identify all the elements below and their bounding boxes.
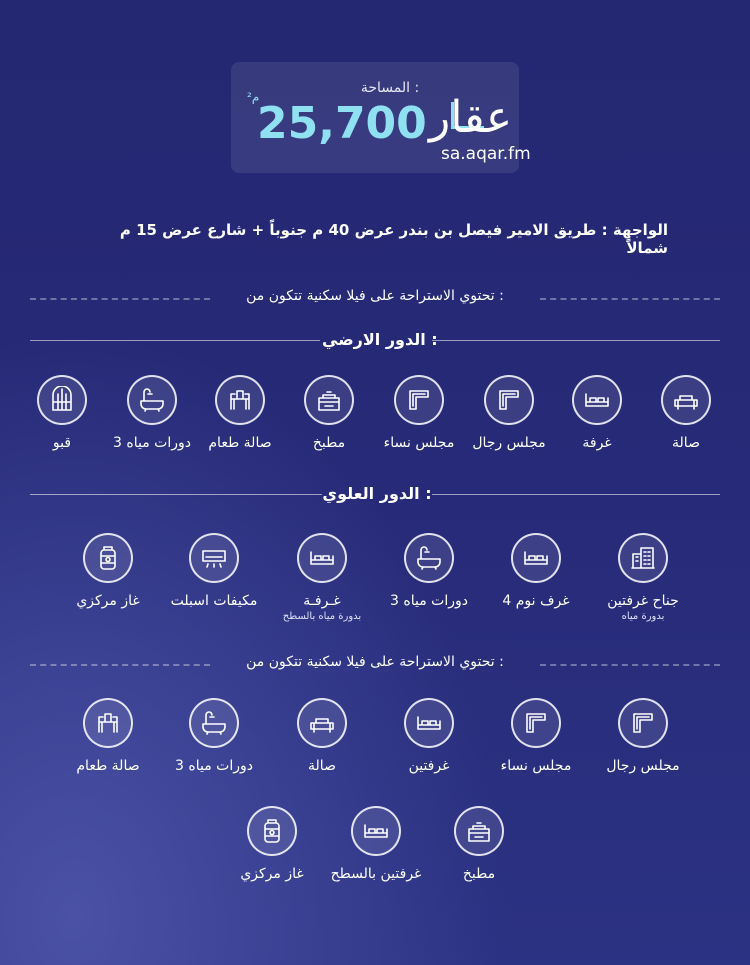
feature-item [267, 533, 377, 622]
divider-dashed [540, 664, 720, 666]
gas-icon [247, 806, 297, 856]
feature-item [217, 806, 327, 882]
feature-item [374, 698, 484, 774]
dining-icon [83, 698, 133, 748]
majlis-icon [511, 698, 561, 748]
bed-icon [351, 806, 401, 856]
feature-label: مكيفات اسبلت [170, 593, 258, 609]
bed-icon [297, 533, 347, 583]
feature-label: غاز مركزي [240, 866, 304, 882]
feature-label: مطبخ [312, 435, 346, 451]
feature-item [481, 698, 591, 774]
feature-sublabel: بدورة مياه بالسطح [282, 611, 362, 622]
facade-text: طريق الامير فيصل بن بندر عرض 40 م جنوباً + شارع عرض 15 م شمالاً [119, 221, 668, 257]
sofa-icon [297, 698, 347, 748]
dining-icon [215, 375, 265, 425]
building-icon [618, 533, 668, 583]
feature-label: مطبخ [462, 866, 496, 882]
feature-item [159, 698, 269, 774]
feature-label: غرفتين بالسطح [330, 866, 422, 882]
majlis-icon [618, 698, 668, 748]
feature-label: صالة [308, 758, 336, 774]
ground-floor-title: الدور الارضي : [322, 330, 438, 349]
divider-solid [432, 494, 720, 495]
feature-label: مجلس رجال [472, 435, 546, 451]
ac-icon [189, 533, 239, 583]
feature-label: صالة طعام [208, 435, 272, 451]
bathtub-icon [189, 698, 239, 748]
feature-label: غـرفـة [303, 593, 341, 609]
bathtub-icon [404, 533, 454, 583]
feature-label: غرفة [582, 435, 612, 451]
majlis-icon [394, 375, 444, 425]
aqar-url: sa.aqar.fm [441, 144, 531, 164]
aqar-logo: عقار [429, 92, 513, 143]
basement-icon [37, 375, 87, 425]
feature-item [481, 533, 591, 609]
feature-label: صالة طعام [76, 758, 140, 774]
area-label: المساحة : [360, 80, 420, 96]
kitchen-icon [454, 806, 504, 856]
feature-label: غرفتين [408, 758, 450, 774]
kitchen-icon [304, 375, 354, 425]
section2-title: تحتوي الاستراحة على فيلا سكنية تتكون من : [246, 654, 504, 670]
bed-icon [511, 533, 561, 583]
divider-dashed [540, 298, 720, 300]
upper-floor-title: الدور العلوي : [322, 484, 432, 503]
feature-item [374, 533, 484, 609]
feature-sublabel: بدورة مياه [621, 611, 665, 622]
area-value: 25,700 [257, 98, 427, 149]
feature-item [159, 533, 269, 609]
divider-solid [30, 494, 322, 495]
divider-solid [432, 340, 720, 341]
gas-icon [83, 533, 133, 583]
facade-label: الواجهة : [601, 221, 668, 239]
feature-item [7, 375, 117, 451]
area-card [231, 62, 531, 173]
bed-icon [404, 698, 454, 748]
divider-dashed [30, 664, 210, 666]
feature-label: 3 دورات مياه [113, 435, 191, 451]
section1-title: تحتوي الاستراحة على فيلا سكنية تتكون من : [246, 288, 504, 304]
feature-label: مجلس نساء [500, 758, 572, 774]
feature-label: مجلس رجال [606, 758, 680, 774]
feature-item [588, 698, 698, 774]
feature-label: جناح غرفتين [607, 593, 679, 609]
sofa-icon [661, 375, 711, 425]
feature-item [267, 698, 377, 774]
feature-label: قبو [52, 435, 72, 451]
feature-item [424, 806, 534, 882]
feature-item [588, 533, 698, 622]
facade-line [80, 221, 668, 257]
feature-item [53, 698, 163, 774]
bed-icon [572, 375, 622, 425]
feature-label: مجلس نساء [383, 435, 455, 451]
feature-label: 3 دورات مياه [390, 593, 468, 609]
divider-solid [30, 340, 320, 341]
area-unit: م² [247, 90, 260, 104]
majlis-icon [484, 375, 534, 425]
feature-label: غاز مركزي [76, 593, 140, 609]
feature-label: صالة [672, 435, 700, 451]
feature-item [321, 806, 431, 882]
feature-item [53, 533, 163, 609]
feature-label: 3 دورات مياه [175, 758, 253, 774]
bathtub-icon [127, 375, 177, 425]
divider-dashed [30, 298, 210, 300]
feature-label: 4 غرف نوم [502, 593, 570, 609]
